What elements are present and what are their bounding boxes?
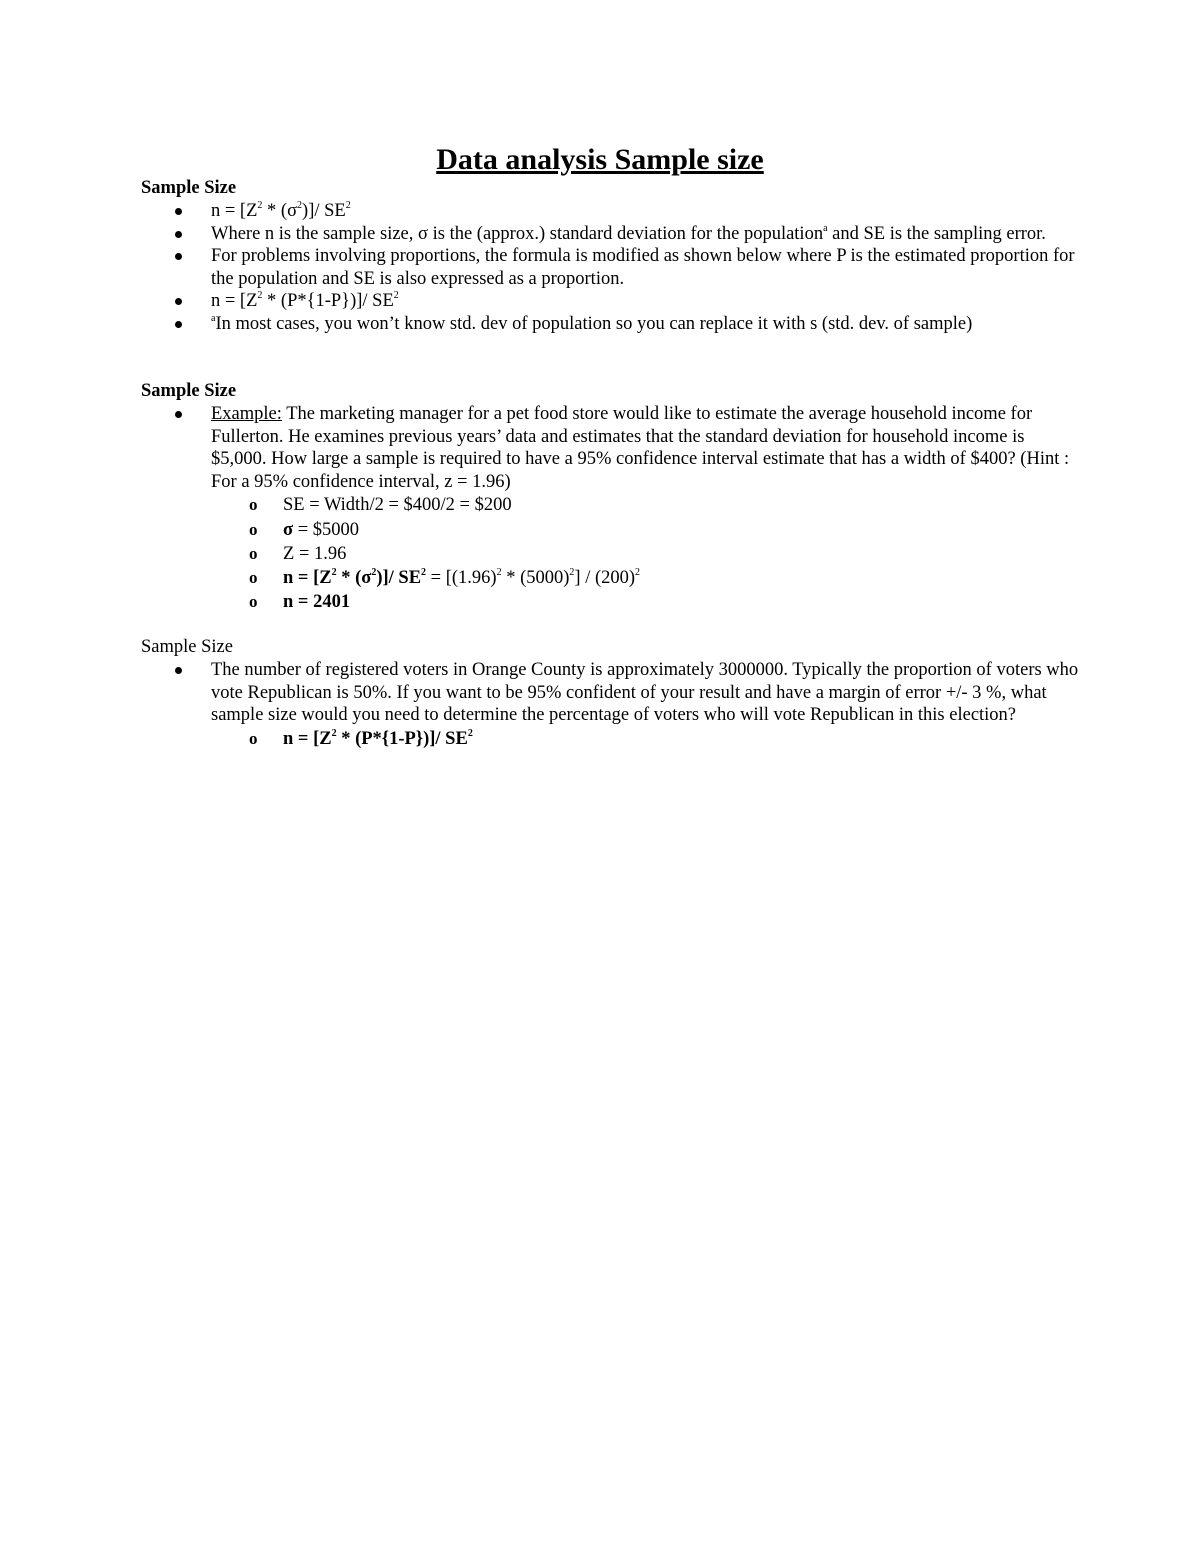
bullet-icon: [175, 208, 182, 215]
bullet-icon: [175, 667, 182, 674]
bullet-icon: [175, 298, 182, 305]
sub-bullet-marker: o: [249, 519, 258, 539]
sub-list-item: o $n = [Z^2 * (\sigma^2)]/$ $SE^2 = [(1.96)^2 * (5000)^2] / (200)^2$: [141, 566, 1081, 590]
sub-list: [211, 727, 1081, 751]
sub-list-item: o n = 2401: [141, 590, 1081, 614]
sub-list-item: o σ = $5000: [141, 518, 1081, 542]
list-item: $^a$In most cases, you won’t know std. dev of population so you can replace it with s (std. dev. of sample): [141, 313, 1081, 336]
list-item: Where n is the sample size, σ is the (approx.) standard deviation for the population$^a$ and SE is the sampling error.: [141, 223, 1081, 246]
list-item: $n = [Z^2 * (\sigma^2)]/$ $SE^2$: [141, 200, 1081, 223]
bullet-icon: [175, 253, 182, 260]
list-item: For problems involving proportions, the formula is modified as shown below where P is the estimated proportion for the population and SE is also expressed as a proportion.: [141, 245, 1081, 290]
section-proportion-example: [141, 636, 1081, 751]
sub-bullet-marker: o: [249, 495, 258, 515]
sub-bullet-marker: o: [249, 592, 258, 612]
sub-bullet-marker: o: [249, 567, 258, 587]
sub-bullet-marker: o: [249, 543, 258, 563]
bullet-list: [141, 659, 1081, 751]
list-item: Example: The marketing manager for a pet food store would like to estimate the average household income for Fullerton. He examines previous years’ data and estimates that the standard deviation for household income is $5,000. How large a sample is required to have a 95% confidence interval estimate that has a width of $400? (Hint : For a 95% confidence interval, z = 1.96) o SE = Width/2 = $400/2 = $200 o σ = $5000 o Z = 1.96 o $n = [Z^2 * (\sigma^2)]/$ $SE^2 = [(1.96)^2 * (5000)^2] / (200)^2$ o n = 2401: [141, 403, 1081, 614]
section-heading: Sample Size: [141, 381, 237, 401]
section-heading: Sample Size: [141, 178, 237, 198]
document-title: Data analysis Sample size: [436, 143, 764, 176]
list-item: $n = [Z^2 * (P*\{1-P\})]/$ $SE^2$: [141, 290, 1081, 313]
sub-list-item: o SE = Width/2 = $400/2 = $200: [141, 493, 1081, 517]
sub-bullet-marker: o: [249, 728, 258, 748]
bullet-list: [141, 403, 1081, 614]
bullet-icon: [175, 411, 182, 418]
bullet-icon: [175, 321, 182, 328]
sub-list-item: o $n = [Z^2 * (P*\{1-P\})]/$ $SE^2$: [141, 727, 1081, 751]
bullet-icon: [175, 231, 182, 238]
example-label: Example:: [211, 404, 282, 424]
sub-list-item: o Z = 1.96: [141, 542, 1081, 566]
section-example: [141, 380, 1081, 614]
section-formula: [141, 177, 1081, 336]
sub-list: [211, 493, 1081, 614]
section-heading: Sample Size: [141, 637, 233, 657]
bullet-list: [141, 200, 1081, 336]
list-item: The number of registered voters in Orange County is approximately 3000000. Typically the proportion of voters who vote Republican is 50%. If you want to be 95% confident of your result and have a margin of error +/- 3 %, what sample size would you need to determine the percentage of voters who will vote Republican in this election? o $n = [Z^2 * (P*\{1-P\})]/$ $SE^2$: [141, 659, 1081, 751]
